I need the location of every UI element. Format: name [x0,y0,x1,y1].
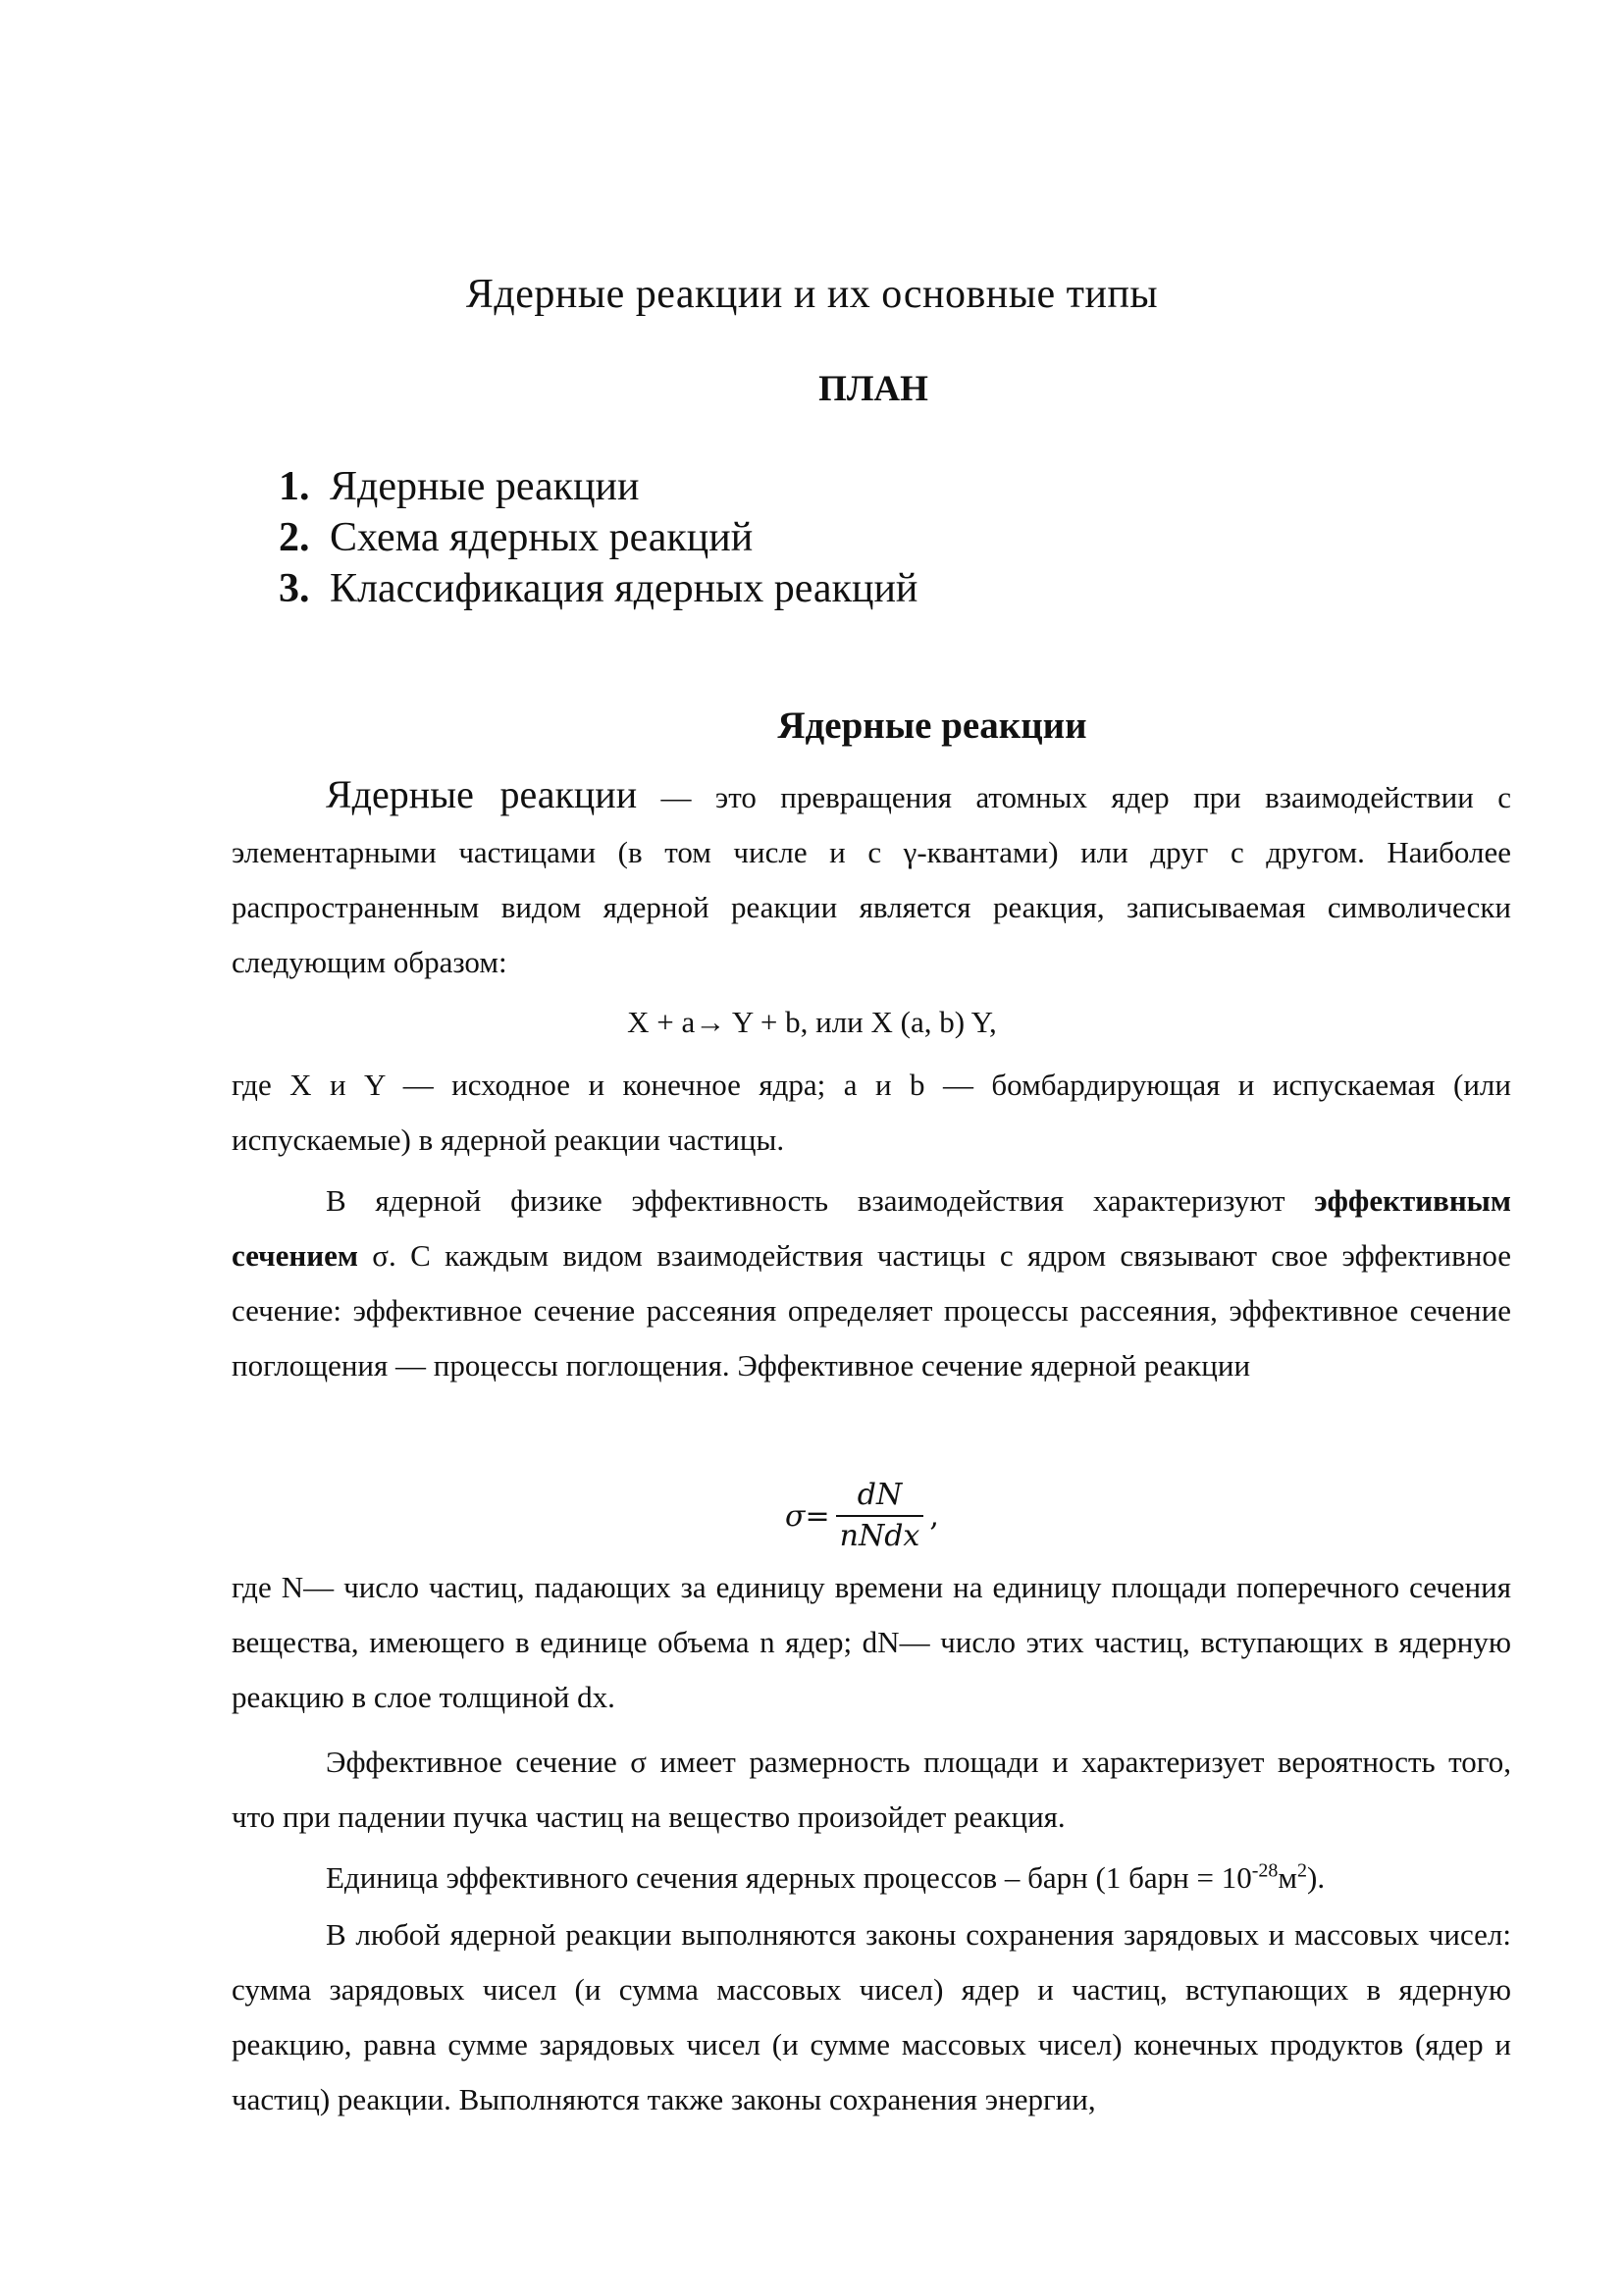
paragraph-barn [232,1851,1511,1905]
section-title: Ядерные реакции [777,704,1087,747]
document-title: Ядерные реакции и их основные типы [465,272,1159,317]
cross-section-term: эффективным сечением [232,1183,1511,1273]
barn-end: ). [1307,1860,1326,1895]
plan-item-label: Схема ядерных реакций [330,515,754,560]
definition-text: — это превращения атомных ядер при взаимодействии с элементарными частицами (в том числе и с γ-квантами) или друг с другом. Наиболее распространенным видом ядерной реакции является реакция, записываемая символически следующим образом: [232,780,1512,979]
formula-denominator: nNdx [839,1519,920,1553]
barn-text: Единица эффективного сечения ядерных процессов – барн (1 барн = 10 [326,1860,1252,1895]
paragraph-conservation: В любой ядерной реакции выполняются законы сохранения зарядовых и массовых чисел: сумма зарядовых чисел (и сумма массовых чисел) ядер и частиц, вступающих в ядерную реакцию, равна сумме зарядовых чисел (и сумме массовых чисел) конечных продуктов (ядер и частиц) реакции. Выполняются также законы сохранения энергии, [232,1917,1511,2116]
plan-item-number: 1. [279,464,310,509]
plan-item [279,512,917,563]
plan-item-number: 2. [279,515,310,560]
barn-unit: м [1278,1860,1297,1895]
plan-item-label: Ядерные реакции [330,464,640,509]
paragraph-variables: где N— число частиц, падающих за единицу времени на единицу площади поперечного сечения вещества, имеющего в единице объема n ядер; dN— число этих частиц, вступающих в ядерную реакцию в слое толщиной dx. [232,1570,1511,1714]
plan-item-label: Классификация ядерных реакций [330,566,918,611]
formula-lhs: σ [785,1498,806,1534]
formula-fraction [836,1476,924,1556]
barn-exponent: -28 [1251,1859,1279,1882]
formula-tail: , [929,1498,939,1534]
plan-title: ПЛАН [818,369,928,409]
formula-numerator: dN [857,1478,903,1512]
paragraph-cross-section [232,1174,1511,1393]
cross-section-text-start: В ядерной физике эффективность взаимодействия характеризуют [326,1183,1315,1218]
paragraph-notation: где X и Y — исходное и конечное ядра; а и b — бомбардирующая и испускаемая (или испускаемые) в ядерной реакции частицы. [232,1068,1511,1157]
paragraph-definition [232,767,1511,990]
paragraph-dimension: Эффективное сечение σ имеет размерность площади и характеризует вероятность того, что при падении пучка частиц на вещество произойдет реакция. [232,1745,1511,1834]
plan-item [279,461,917,512]
barn-unit-exponent: 2 [1297,1859,1307,1882]
formula-equals: = [805,1498,830,1534]
cross-section-formula [785,1467,939,1565]
reaction-formula: X + a→ Y + b, или X (a, b) Y, [627,1005,997,1039]
definition-lead: Ядерные реакции [326,772,638,816]
plan-item-number: 3. [279,566,310,611]
cross-section-text-rest: σ. С каждым видом взаимодействия частицы с ядром связывают свое эффективное сечение: эффективное сечение рассеяния определяет процессы рассеяния, эффективное сечение поглощения — процессы поглощения. Эффективное сечение ядерной реакции [232,1238,1511,1383]
plan-item [279,563,917,614]
plan-list [279,461,917,614]
